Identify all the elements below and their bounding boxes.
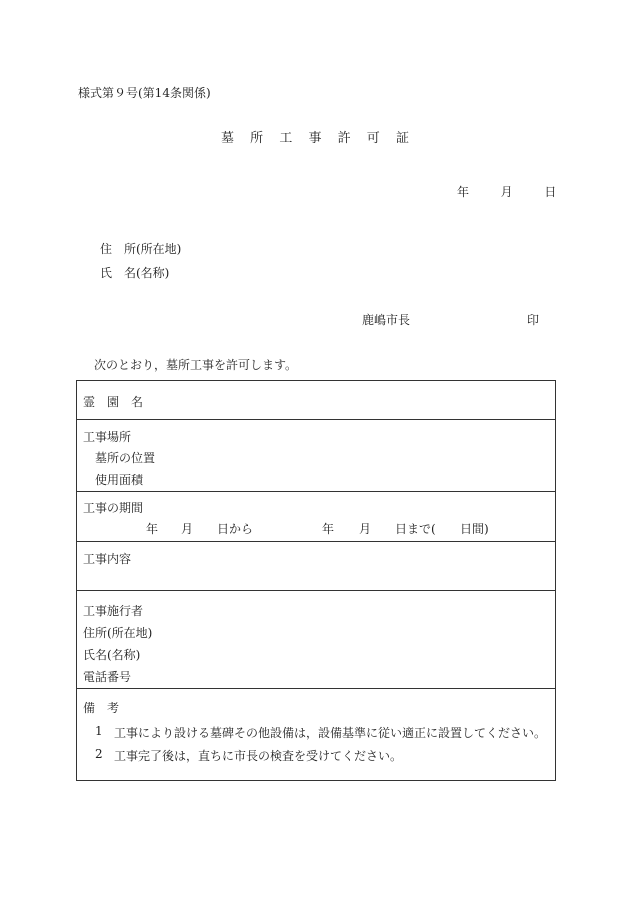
remarks-row <box>77 689 555 781</box>
contractor-address-label: 住所(所在地) <box>83 626 153 640</box>
remark-text: 工事完了後は，直ちに市長の検査を受けてください。 <box>114 749 403 763</box>
title-char: 許 <box>337 131 351 146</box>
period-from-year: 年 <box>146 522 159 536</box>
period-days: 日間) <box>460 522 489 536</box>
title-char: 証 <box>395 131 409 146</box>
issuer-name: 鹿嶋市長 <box>362 313 411 327</box>
title-char: 工 <box>279 131 293 146</box>
permit-table <box>76 380 556 781</box>
period-row <box>77 492 555 542</box>
period-to-year: 年 <box>322 522 335 536</box>
remark-text: 工事により設ける墓碑その他設備は，設備基準に従い適正に設置してください。 <box>114 726 547 740</box>
remark-number: 2 <box>95 747 103 761</box>
area-label: 使用面積 <box>95 473 144 487</box>
intro-text: 次のとおり，墓所工事を許可します。 <box>94 358 298 372</box>
contractor-phone-label: 電話番号 <box>83 670 132 684</box>
period-from-month: 月 <box>181 522 194 536</box>
location-row <box>77 420 555 492</box>
period-to-month: 月 <box>359 522 372 536</box>
period-from-day: 日から <box>217 522 254 536</box>
period-label: 工事の期間 <box>83 501 144 515</box>
contractor-label: 工事施行者 <box>83 604 144 618</box>
applicant-name-label: 氏 名(名称) <box>100 266 170 280</box>
seal-mark: 印 <box>527 313 540 327</box>
cemetery-label: 霊 園 名 <box>83 395 144 409</box>
title-char: 可 <box>366 131 380 146</box>
date-day: 日 <box>544 185 557 199</box>
title-char: 事 <box>308 131 322 146</box>
location-label: 工事場所 <box>83 430 132 444</box>
issue-date <box>457 183 556 200</box>
cemetery-row <box>77 381 555 420</box>
title-char: 所 <box>250 131 264 146</box>
applicant-address-label: 住 所(所在地) <box>100 242 182 256</box>
remark-number: 1 <box>95 724 103 738</box>
content-label: 工事内容 <box>83 552 132 566</box>
document-title <box>0 127 630 146</box>
period-to-day: 日まで( <box>395 522 436 536</box>
content-row <box>77 542 555 591</box>
date-month: 月 <box>500 185 513 199</box>
contractor-name-label: 氏名(名称) <box>83 648 141 662</box>
title-char: 墓 <box>221 131 235 146</box>
remarks-label: 備 考 <box>83 701 120 715</box>
contractor-row <box>77 591 555 689</box>
date-year: 年 <box>457 185 470 199</box>
form-number-label: 様式第９号(第14条関係) <box>78 86 211 100</box>
grave-position-label: 墓所の位置 <box>95 451 156 465</box>
